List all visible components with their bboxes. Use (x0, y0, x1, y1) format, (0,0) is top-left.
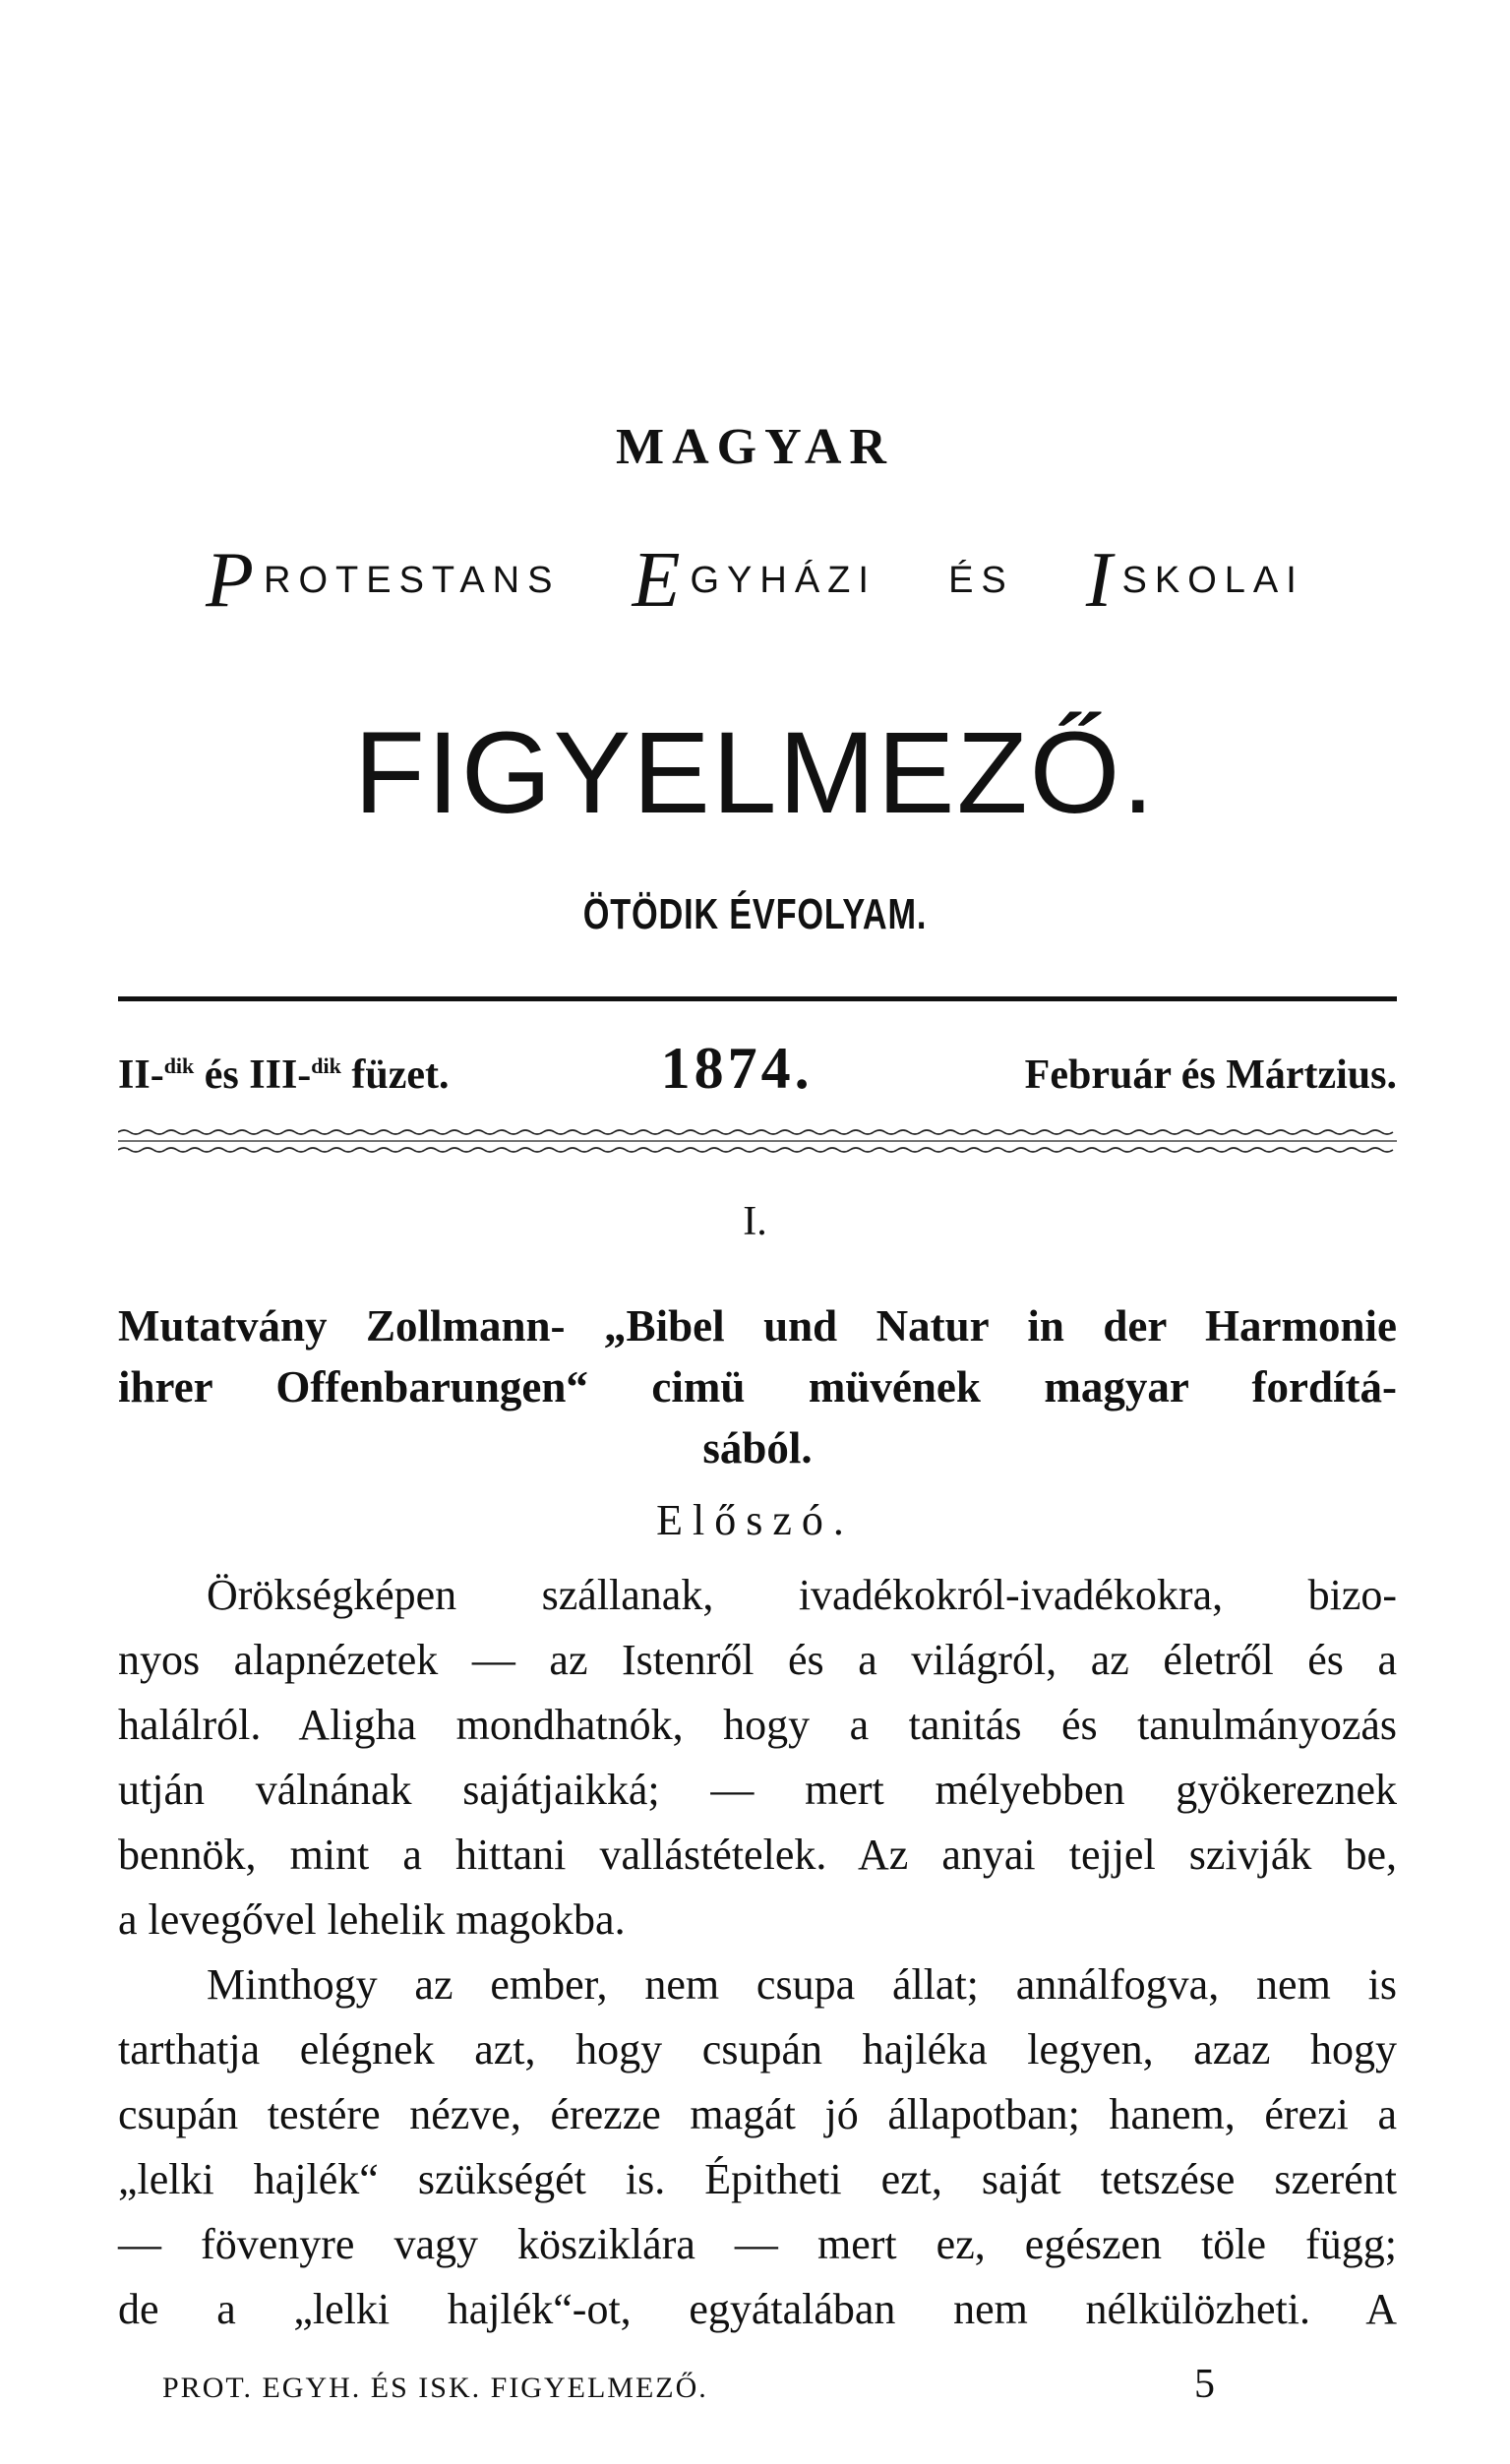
volume-label: ÖTÖDIK ÉVFOLYAM. (582, 890, 928, 938)
ornamental-wave-rule (118, 1126, 1397, 1156)
issue-months: Február és Mártzius. (1024, 1052, 1397, 1098)
page-number: 5 (1194, 2362, 1215, 2407)
body-line-12: de a „lelki hajlék“-ot, egyátalában nem nélkülözheti. A (118, 2285, 1397, 2333)
subtitle (0, 536, 1510, 626)
subtitle-word-2: EGYHÁZI (632, 537, 876, 624)
running-title: PROT. EGYH. ÉS ISK. FIGYELMEZŐ. (162, 2372, 708, 2404)
subtitle-word-4: ISKOLAI (1085, 537, 1304, 624)
body-line-7: Minthogy az ember, nem csupa állat; annálfogva, nem is (207, 1960, 1397, 2009)
heading-line-3: sából. (702, 1423, 813, 1472)
heading-line-1: Mutatvány Zollmann- „Bibel und Natur in der Harmonie (118, 1301, 1397, 1351)
page-footer (162, 2361, 1215, 2408)
body-line-3: halálról. Aligha mondhatnók, hogy a tanitás és tanulmányozás (118, 1701, 1397, 1749)
issue-year: 1874. (660, 1036, 814, 1101)
subtitle-word-1: PROTESTANS (206, 537, 561, 624)
subtitle-initial-i: I (1085, 537, 1120, 624)
body-line-5: bennök, mint a hittani vallástételek. Az anyai tejjel szivják be, (118, 1831, 1397, 1879)
subtitle-initial-e: E (632, 537, 689, 624)
foreword-title: Előszó. (656, 1496, 854, 1544)
body-line-8: tarthatja elégnek azt, hogy csupán hajléka legyen, azaz hogy (118, 2025, 1397, 2073)
issue-line (118, 1035, 1397, 1103)
body-line-4: utján válnának sajátjaikká; — mert mélyebben gyökereznek (118, 1766, 1397, 1814)
body-line-2: nyos alapnézetek — az Istenről és a világról, az életről és a (118, 1636, 1397, 1684)
body-line-11: — fövenyre vagy kösziklára — mert ez, egészen töle függ; (118, 2220, 1397, 2268)
body-line-10: „lelki hajlék“ szükségét is. Épitheti ezt, saját tetszése szerént (118, 2155, 1397, 2203)
issue-number: II-$^{dik}$ és III-$^{dik}$ füzet. (118, 1052, 450, 1098)
main-title: FIGYELMEZŐ. (353, 708, 1157, 838)
body-line-6: a levegővel lehelik magokba. (118, 1895, 626, 1944)
top-rule (118, 996, 1397, 1001)
subtitle-word-3: ÉS (948, 560, 1014, 601)
body-line-1: Örökségképen szállanak, ivadékokról-ivadékokra, bizo- (207, 1571, 1397, 1619)
heading-line-2: ihrer Offenbarungen“ cimü müvének magyar fordítá- (118, 1362, 1397, 1412)
masthead: MAGYAR (616, 419, 894, 475)
body-line-9: csupán testére nézve, érezze magát jó állapotban; hanem, érezi a (118, 2090, 1397, 2138)
section-number: I. (743, 1199, 767, 1244)
subtitle-initial-p: P (206, 537, 263, 624)
